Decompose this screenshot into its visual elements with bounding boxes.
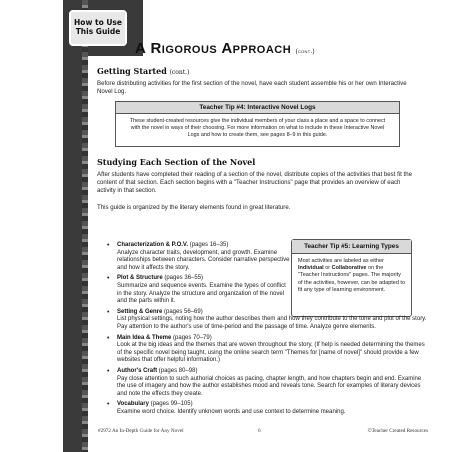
bullet-title: Setting & Genre <box>117 308 163 315</box>
getting-started-heading-text: Getting Started <box>97 66 167 76</box>
list-item <box>105 275 290 305</box>
bullet-icon: • <box>107 308 110 316</box>
bullet-title: Characterization & P.O.V. <box>117 242 189 248</box>
badge-line-1: How to Use <box>74 18 122 27</box>
list-item <box>105 242 290 272</box>
footer-right: ©Teacher Created Resources <box>367 428 428 434</box>
studying-para-2: This guide is organized by the literary elements found in great literature. <box>97 204 291 211</box>
tip5-collaborative: Collaborative <box>331 265 367 272</box>
tip5-text-pre: Most activities are labeled as either <box>298 258 384 264</box>
bullet-icon: • <box>107 367 110 375</box>
bullet-title: Main Idea & Theme <box>117 334 172 341</box>
teacher-tip-4-box <box>115 101 400 147</box>
list-item <box>105 335 430 365</box>
list-item <box>105 401 430 416</box>
getting-started-heading <box>97 66 189 76</box>
bullet-text: List physical settings, noting how the author describes them and how they contribute to the tone and plot of the story. Pay attention to the author's use of time-period and the passage of time. Analyze genre elements. <box>117 316 427 330</box>
bullet-pages: (pages 56–69) <box>162 308 203 315</box>
teacher-tip-4-heading: Teacher Tip #4: Interactive Novel Logs <box>116 102 399 114</box>
list-item <box>105 309 430 332</box>
footer-left: #2972 An In-Depth Guide for Any Novel <box>98 428 184 434</box>
bullet-text: Look at the big ideas and the themes that are woven throughout the story. (If help is needed determining the themes of the specific novel being taught, using the online search term "Themes for [name of novel]" should provide a few websites that offer helpful information.) <box>117 342 425 364</box>
bullet-title: Plot & Structure <box>117 275 163 282</box>
literary-elements-list <box>105 242 430 419</box>
bullet-pages: (pages 99–105) <box>148 401 193 408</box>
bullet-pages: (pages 70–79) <box>171 334 212 341</box>
teacher-tip-5-heading: Teacher Tip #5: Learning Types <box>292 240 411 254</box>
bullet-icon: • <box>107 334 110 342</box>
bullet-text: Pay close attention to such authorial choices as pacing, chapter length, and how chapters begin and end. Examine the use of imagery and how the author establishes mood and reveals tone. Search for examples of literary devices and note the effects they create. <box>117 375 422 397</box>
page-title-cont: (cont.) <box>295 49 315 55</box>
teacher-tip-4-body: These student-created resources give the individual members of your class a place and a space to connect with the novel in ways of their choosing. For more information on what to include in these Interactive Novel Logs and how to create them, see pages 8–9 in this guide. <box>129 118 386 138</box>
bullet-text: Analyze character traits, development, and growth. Examine relationships between characters. Consider narrative perspective and how it affects the story. <box>117 249 290 271</box>
bullet-pages: (pages 16–35) <box>188 242 229 248</box>
bullet-icon: • <box>107 401 110 409</box>
tip5-text-or: or <box>323 265 332 272</box>
tip5-individual: Individual <box>298 265 324 272</box>
page-content <box>95 0 440 452</box>
tip5-text-post: on the "Teacher Instructions" pages. The majority of the activities, however, can be adapted to fit any type of learning environment. <box>298 265 406 293</box>
studying-heading: Studying Each Section of the Novel <box>97 157 256 167</box>
getting-started-text: Before distributing activities for the first section of the novel, have each student assemble his or her own Interactive Novel Log. <box>97 80 407 95</box>
badge-line-2: This Guide <box>75 27 121 36</box>
bullet-text: Summarize and sequence events. Examine the types of conflict in the story. Analyze the structure and organization of the novel and the parts within it. <box>117 282 286 305</box>
studying-para-1: After students have completed their reading of a section of the novel, distribute copies of the activities that best fit the content of that section. Each section begins with a "Teacher Instructions" page that provides an overview of each activity in that section. <box>97 171 413 194</box>
bullet-pages: (pages 80–98) <box>157 367 198 374</box>
bullet-icon: • <box>107 242 110 249</box>
torn-edge <box>82 0 88 452</box>
list-item <box>105 368 430 398</box>
page-title-main: A Rigorous Approach <box>135 40 292 57</box>
bullet-title: Author's Craft <box>117 367 158 374</box>
getting-started-cont: (cont.) <box>169 69 190 76</box>
bullet-text: Examine word choice. Identify unknown words and use context to determine meaning. <box>117 408 346 415</box>
page-title <box>135 40 315 58</box>
bullet-icon: • <box>107 275 110 283</box>
bullet-title: Vocabulary <box>117 401 149 408</box>
bullet-pages: (pages 36–55) <box>162 275 204 282</box>
page-number: 6 <box>258 428 261 434</box>
